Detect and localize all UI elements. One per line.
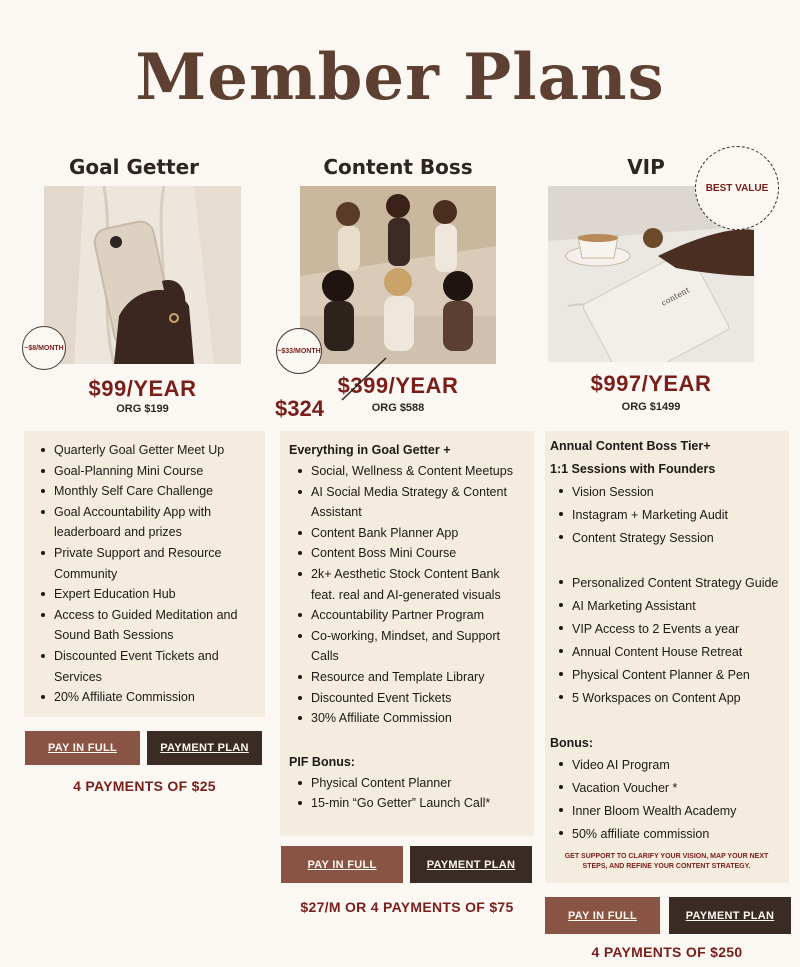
monthly-price-badge: ~$8/MONTH [22, 326, 66, 370]
feature-item: Accountability Partner Program [289, 605, 526, 626]
payment-plan-button[interactable]: PAYMENT PLAN [147, 731, 262, 765]
session-item: Vision Session [550, 481, 783, 504]
original-price: ORG $1499 [621, 401, 681, 413]
monthly-price-badge: ~$33/MONTH [276, 328, 322, 374]
feature-item: 30% Affiliate Commission [289, 708, 526, 729]
payment-note: 4 PAYMENTS OF $25 [73, 778, 216, 794]
bonus-item: Vacation Voucher * [550, 777, 783, 800]
pay-in-full-button[interactable]: PAY IN FULL [281, 846, 403, 883]
pay-in-full-button[interactable]: PAY IN FULL [545, 897, 660, 934]
svg-text:content: content [659, 285, 692, 308]
plan-name-content-boss: Content Boss [323, 155, 473, 179]
feature-item: AI Marketing Assistant [550, 595, 783, 618]
bonus-heading: PIF Bonus: [289, 754, 355, 769]
feature-item: Physical Content Planner & Pen [550, 664, 783, 687]
plan-name-goal-getter: Goal Getter [69, 155, 199, 179]
bonus-item: Physical Content Planner [289, 773, 526, 794]
feature-item: AI Social Media Strategy & Content Assistant [289, 482, 526, 523]
session-item: Content Strategy Session [550, 527, 783, 550]
feature-item: Expert Education Hub [32, 584, 257, 605]
feature-item: Monthly Self Care Challenge [32, 481, 257, 502]
plan-name-vip: VIP [627, 155, 665, 179]
bonus-heading: Bonus: [550, 736, 594, 750]
price-strike-line [338, 356, 388, 402]
plan-price: $997/YEAR [590, 371, 712, 396]
feature-item: Resource and Template Library [289, 667, 526, 688]
feature-item: VIP Access to 2 Events a year [550, 618, 783, 641]
plan-price-original: $399/YEAR [337, 373, 459, 398]
feature-item: Discounted Event Tickets and Services [32, 646, 257, 687]
feature-item: 5 Workspaces on Content App [550, 687, 783, 710]
original-price: ORG $588 [371, 402, 425, 414]
payment-plan-button[interactable]: PAYMENT PLAN [410, 846, 532, 883]
feature-item: Quarterly Goal Getter Meet Up [32, 440, 257, 461]
feature-item: Personalized Content Strategy Guide [550, 572, 783, 595]
pay-in-full-button[interactable]: PAY IN FULL [25, 731, 140, 765]
content-boss-features [280, 431, 534, 836]
bonus-item: 50% affiliate commission [550, 823, 783, 846]
page-title: Member Plans [135, 40, 665, 115]
best-value-badge: BEST VALUE [695, 146, 779, 230]
support-note: GET SUPPORT TO CLARIFY YOUR VISION, MAP YOUR NEXT STEPS, AND REFINE YOUR CONTENT STRATEGY. [564, 853, 769, 870]
goal-getter-features [24, 431, 265, 717]
feature-item: Annual Content House Retreat [550, 641, 783, 664]
feature-item: Content Boss Mini Course [289, 543, 526, 564]
feature-item: Discounted Event Tickets [289, 688, 526, 709]
feature-item: Social, Wellness & Content Meetups [289, 461, 526, 482]
feature-heading: Everything in Goal Getter + [289, 443, 451, 457]
feature-item: 20% Affiliate Commission [32, 687, 257, 708]
feature-item: Private Support and Resource Community [32, 543, 257, 584]
goal-getter-photo [44, 186, 241, 364]
payment-note: 4 PAYMENTS OF $250 [591, 944, 743, 960]
bonus-item: Inner Bloom Wealth Academy [550, 800, 783, 823]
feature-heading: Annual Content Boss Tier+ [550, 439, 711, 453]
plan-price: $99/YEAR [88, 376, 197, 401]
bonus-item: Video AI Program [550, 754, 783, 777]
payment-plan-button[interactable]: PAYMENT PLAN [669, 897, 791, 934]
feature-item: Goal-Planning Mini Course [32, 461, 257, 482]
feature-item: Goal Accountability App with leaderboard and prizes [32, 502, 257, 543]
payment-note: $27/M OR 4 PAYMENTS OF $75 [300, 899, 514, 915]
feature-item: 2k+ Aesthetic Stock Content Bank feat. real and AI-generated visuals [289, 564, 526, 605]
original-price: ORG $199 [116, 403, 169, 415]
feature-item: Access to Guided Meditation and Sound Bath Sessions [32, 605, 257, 646]
sessions-heading: 1:1 Sessions with Founders [550, 462, 716, 476]
feature-item: Content Bank Planner App [289, 523, 526, 544]
vip-features [545, 431, 789, 883]
sale-price: $324 [275, 396, 324, 421]
session-item: Instagram + Marketing Audit [550, 504, 783, 527]
feature-item: Co-working, Mindset, and Support Calls [289, 626, 526, 667]
content-boss-photo [300, 186, 496, 364]
bonus-item: 15-min “Go Getter” Launch Call* [289, 793, 526, 814]
